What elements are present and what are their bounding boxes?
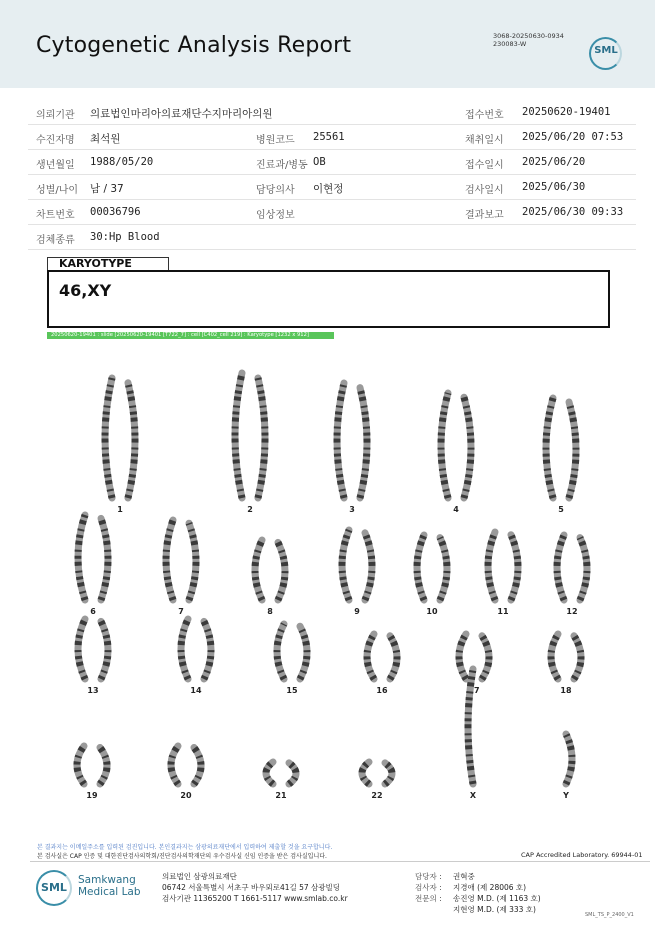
chromosome-label: 9 xyxy=(354,607,360,616)
chromosome-20b xyxy=(194,748,201,784)
chromosome-15b xyxy=(300,626,307,679)
chromosome-13a xyxy=(78,619,85,679)
chromosome-7a xyxy=(166,520,173,600)
chromosome-5b xyxy=(569,402,576,498)
document-code: SML_TS_P_2400_V1 xyxy=(585,912,634,918)
specimen-value: 30:Hp Blood xyxy=(90,231,160,243)
report-code-line1: 3068-20250630-0934 xyxy=(493,32,564,40)
patient-value: 최석원 xyxy=(90,133,121,145)
signatory-label: 검사자 : xyxy=(415,883,442,892)
org-name-line2: Medical Lab xyxy=(78,886,141,898)
receipt-no-label: 접수번호 xyxy=(465,110,504,121)
chromosome-label: 3 xyxy=(349,505,355,514)
chromosome-5a xyxy=(546,398,553,498)
chromosome-label: 11 xyxy=(497,607,509,616)
signatory-row xyxy=(415,882,541,893)
karyotype-result-box xyxy=(47,270,610,328)
chromosome-label: 10 xyxy=(426,607,438,616)
receipt-no-value: 20250620-19401 xyxy=(522,106,611,118)
collected-label: 채취일시 xyxy=(465,135,504,146)
signatory-value: 지경애 (제 28006 호) xyxy=(453,883,527,892)
chromosome-18a xyxy=(551,634,558,679)
chromosome-18b xyxy=(574,636,581,679)
karyogram-image xyxy=(0,340,655,810)
chromosome-label: 14 xyxy=(190,686,202,695)
chromosome-label: Y xyxy=(563,791,569,800)
signatory-value: 송진영 M.D. (제 1163 호) xyxy=(453,894,541,903)
institution-label: 의뢰기관 xyxy=(36,110,75,121)
patient-label: 수진자명 xyxy=(36,135,75,146)
chromosome-16a xyxy=(367,634,374,679)
specimen-label: 검체종류 xyxy=(36,235,75,246)
doctor-value: 이현정 xyxy=(313,183,344,195)
chromosome-19a xyxy=(77,746,84,784)
karyotype-result: 46,XY xyxy=(59,281,112,300)
chromosome-X xyxy=(468,669,473,784)
info-row xyxy=(28,200,636,225)
chromosome-17b xyxy=(482,636,489,679)
chromosome-13b xyxy=(101,621,108,679)
chromosome-22b xyxy=(385,763,392,784)
karyotype-heading: KARYOTYPE xyxy=(59,257,132,270)
address-line3: 검사기관 11365200 T 1661-5117 www.smlab.co.kr xyxy=(162,894,348,903)
chart-label: 차트번호 xyxy=(36,210,75,221)
tested-label: 검사일시 xyxy=(465,185,504,196)
info-row xyxy=(28,150,636,175)
info-row xyxy=(28,100,636,125)
chromosome-label: 18 xyxy=(560,686,572,695)
dept-value: OB xyxy=(313,156,326,168)
chromosome-8b xyxy=(278,542,285,600)
chromosome-14b xyxy=(204,621,211,679)
patient-info-table xyxy=(28,100,636,250)
chromosome-label: 20 xyxy=(180,791,192,800)
chromosome-label: 16 xyxy=(376,686,388,695)
chart-value: 00036796 xyxy=(90,206,141,218)
dept-label: 진료과/병동 xyxy=(256,160,308,171)
karyogram-svg xyxy=(0,340,655,810)
chromosome-label: 2 xyxy=(247,505,253,514)
chromosome-7b xyxy=(189,523,196,600)
institution-value: 의료법인마리아의료재단수지마리아의원 xyxy=(90,108,273,120)
chromosome-label: 22 xyxy=(371,791,383,800)
signatory-value: 지현영 M.D. (제 333 호) xyxy=(453,905,536,914)
chromosome-9a xyxy=(342,530,349,600)
reported-label: 결과보고 xyxy=(465,210,504,221)
signatory-value: 권혁중 xyxy=(453,872,475,881)
chromosome-12b xyxy=(580,538,587,600)
chromosome-21b xyxy=(289,763,296,784)
karyogram-caption-bar xyxy=(47,332,334,339)
report-code-line2: 230083-W xyxy=(493,40,527,48)
reported-value: 2025/06/30 09:33 xyxy=(522,206,624,218)
chromosome-19b xyxy=(100,748,107,784)
org-address xyxy=(162,871,348,904)
chromosome-14a xyxy=(181,619,188,679)
footer-divider xyxy=(30,861,650,862)
info-row xyxy=(28,225,636,250)
sex-age-value: 남 / 37 xyxy=(90,183,124,195)
received-value: 2025/06/20 xyxy=(522,156,586,168)
received-label: 접수일시 xyxy=(465,160,504,171)
chromosome-label: 6 xyxy=(90,607,96,616)
chromosome-3a xyxy=(337,383,344,498)
signatories xyxy=(415,871,541,915)
address-line2: 06742 서울특별시 서초구 바우뫼로41길 57 삼광빌딩 xyxy=(162,883,341,892)
chromosome-8a xyxy=(255,540,262,600)
chromosome-label: 12 xyxy=(566,607,578,616)
chromosome-label: 15 xyxy=(286,686,298,695)
org-name xyxy=(78,874,141,898)
collected-value: 2025/06/20 07:53 xyxy=(522,131,624,143)
clinical-label: 임상정보 xyxy=(256,210,295,221)
chromosome-12a xyxy=(557,535,564,600)
footer-note-2: 본 검사실은 CAP 인증 및 대한진단검사의학회/진단검사의학재단의 우수검사실 신임 인증을 받은 검사실입니다. xyxy=(37,853,327,860)
karyogram-caption: 20250620-19401 : slide [20250620-19401 [T722_7] : cell [C402_cell 219] : Karyotype [1232 x 912] xyxy=(51,332,309,338)
samkwang-logo-text: SML xyxy=(41,881,67,894)
chromosome-label: 4 xyxy=(453,505,459,514)
signatory-row xyxy=(415,904,541,915)
cap-accreditation: CAP Accredited Laboratory. 69944-01 xyxy=(521,851,643,859)
report-code xyxy=(493,32,564,48)
chromosome-6a xyxy=(78,515,85,600)
chromosome-10a xyxy=(417,535,424,600)
signatory-label: 담당자 : xyxy=(415,872,442,881)
chromosome-2a xyxy=(235,373,242,498)
signatory-row xyxy=(415,871,541,882)
tested-value: 2025/06/30 xyxy=(522,181,586,193)
dob-value: 1988/05/20 xyxy=(90,156,154,168)
report-header xyxy=(0,0,655,88)
chromosome-label: X xyxy=(469,791,477,800)
chromosome-1b xyxy=(128,383,135,498)
chromosome-label: 1 xyxy=(117,505,123,514)
footer-note-1: 본 결과지는 이메일주소를 입력된 검진입니다. 본인결과지는 삼광의료재단에서 입력하여 제출할 것을 요구합니다. xyxy=(37,844,333,851)
info-row xyxy=(28,175,636,200)
hospital-code-value: 25561 xyxy=(313,131,345,143)
chromosome-21a xyxy=(266,762,273,784)
dob-label: 생년월일 xyxy=(36,160,75,171)
chromosome-label: 13 xyxy=(87,686,99,695)
report-title: Cytogenetic Analysis Report xyxy=(36,33,352,58)
chromosome-label: 19 xyxy=(86,791,98,800)
chromosome-17a xyxy=(459,634,466,679)
chromosome-label: 8 xyxy=(267,607,273,616)
chromosome-11b xyxy=(511,535,518,600)
sml-logo-text: SML xyxy=(594,45,618,56)
signatory-row xyxy=(415,893,541,904)
chromosome-label: 21 xyxy=(275,791,287,800)
doctor-label: 담당의사 xyxy=(256,185,295,196)
org-name-line1: Samkwang xyxy=(78,874,136,886)
chromosome-22a xyxy=(362,762,369,784)
chromosome-20a xyxy=(171,746,178,784)
chromosome-16b xyxy=(390,636,397,679)
chromosome-label: 7 xyxy=(178,607,184,616)
chromosome-6b xyxy=(101,518,108,600)
chromosome-label: 5 xyxy=(558,505,564,514)
address-line1: 의료법인 삼광의료재단 xyxy=(162,872,237,881)
chromosome-15a xyxy=(277,624,284,679)
hospital-code-label: 병원코드 xyxy=(256,135,295,146)
chromosome-Y xyxy=(566,734,572,784)
chromosome-9b xyxy=(365,533,372,600)
chromosome-4a xyxy=(441,393,448,498)
chromosome-3b xyxy=(360,388,367,498)
chromosome-11a xyxy=(488,532,495,600)
chromosome-2b xyxy=(258,378,265,498)
info-row xyxy=(28,125,636,150)
signatory-label: 전문의 : xyxy=(415,894,442,903)
chromosome-10b xyxy=(440,538,447,600)
chromosome-4b xyxy=(464,397,471,498)
sex-age-label: 성별/나이 xyxy=(36,185,79,196)
chromosome-label: 17 xyxy=(468,686,480,695)
chromosome-1a xyxy=(105,378,112,498)
karyotype-heading-tab xyxy=(47,257,169,270)
